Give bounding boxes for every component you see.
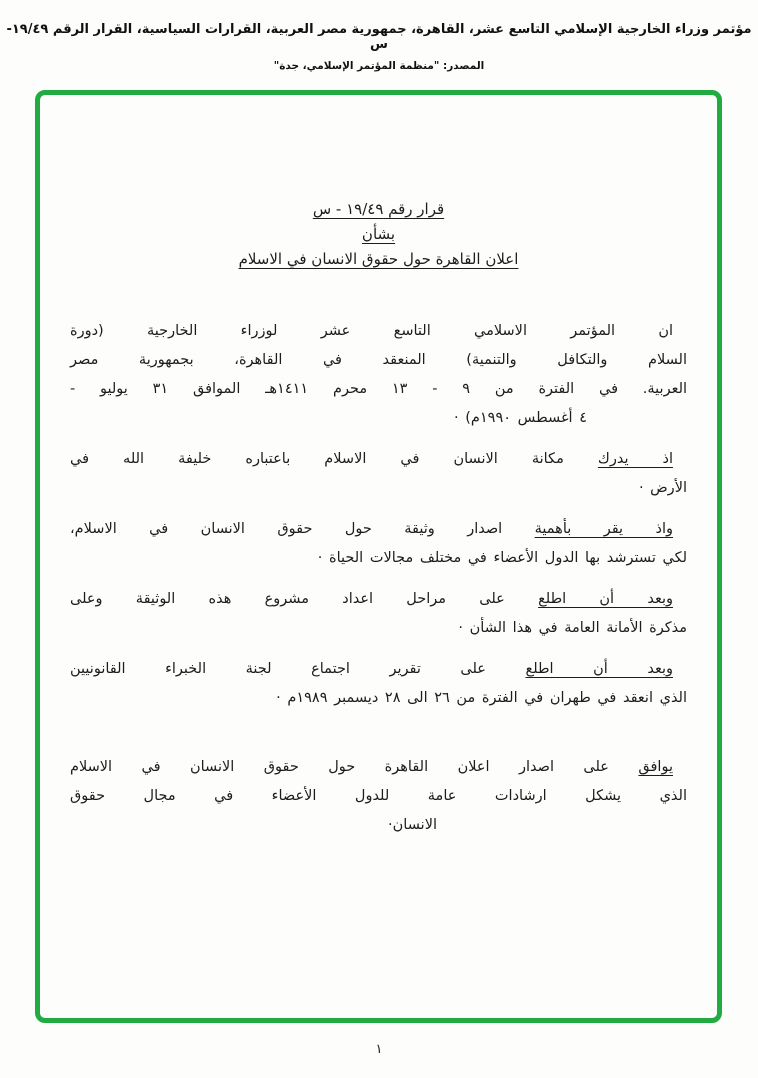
body-line	[70, 404, 587, 433]
body-line	[70, 375, 687, 404]
underlined-lead-in: اذ يدرك	[597, 451, 673, 467]
body-line	[70, 782, 687, 811]
line-text: الأرض ·	[638, 480, 687, 496]
line-text: الذي يشكل ارشادات عامة للدول الأعضاء في مجال حقوق	[70, 788, 687, 804]
body-line	[70, 544, 687, 573]
line-text: لكي تسترشد بها الدول الأعضاء في مختلف مجالات الحياة ·	[317, 550, 687, 566]
line-text: ٤ أغسطس ١٩٩٠م) ·	[454, 410, 587, 426]
green-border-frame	[35, 90, 722, 1023]
line-text: على مراحل اعداد مشروع هذه الوثيقة وعلى	[70, 591, 539, 607]
line-text: السلام والتكافل والتنمية) المنعقد في القاهرة، بجمهورية مصر	[70, 352, 687, 368]
title-line: بشأن	[361, 225, 396, 243]
line-text: العربية. في الفترة من ٩ - ١٣ محرم ١٤١١هـ الموافق ٣١ يوليو -	[70, 381, 688, 397]
header-source-line: المصدر: "منظمة المؤتمر الإسلامي، جدة"	[273, 60, 485, 72]
document-header	[0, 22, 758, 72]
resolution-body	[70, 317, 687, 840]
body-line	[70, 474, 687, 503]
body-line	[70, 317, 673, 346]
body-line	[70, 753, 673, 782]
line-text: مكانة الانسان في الاسلام باعتباره خليفة الله في	[70, 451, 598, 467]
body-line	[70, 684, 687, 713]
resolution-title	[70, 197, 687, 272]
line-text: ان المؤتمر الاسلامي التاسع عشر لوزراء الخارجية (دورة	[70, 323, 673, 339]
line-text: على تقرير اجتماع لجنة الخبراء القانونيين	[70, 661, 526, 677]
body-line	[70, 585, 673, 614]
line-text: مذكرة الأمانة العامة في هذا الشأن ·	[458, 620, 687, 636]
underlined-lead-in: وبعد أن اطلع	[538, 591, 673, 607]
header-citation-line: مؤتمر وزراء الخارجية الإسلامي التاسع عشر، القاهرة، جمهورية مصر العربية، القرارات السياسية، القرار الرقم ١٩/٤٩-س	[6, 22, 752, 52]
body-line	[70, 655, 673, 684]
underlined-lead-in: واذ يقر بأهمية	[534, 521, 673, 537]
underlined-lead-in: يوافق	[638, 759, 673, 775]
body-line	[70, 346, 687, 375]
line-text: الانسان·	[388, 817, 437, 833]
underlined-lead-in: وبعد أن اطلع	[525, 661, 673, 677]
line-text: اصدار وثيقة حول حقوق الانسان في الاسلام،	[70, 521, 535, 537]
body-line	[70, 445, 673, 474]
line-text: الذي انعقد في طهران في الفترة من ٢٦ الى ٢٨ ديسمبر ١٩٨٩م ·	[276, 690, 687, 706]
title-line: قرار رقم ١٩/٤٩ - س	[312, 200, 445, 218]
body-line	[70, 515, 673, 544]
line-text: على اصدار اعلان القاهرة حول حقوق الانسان في الاسلام	[70, 759, 639, 775]
body-line	[70, 811, 437, 840]
title-line: اعلان القاهرة حول حقوق الانسان في الاسلام	[238, 250, 519, 268]
body-line	[70, 614, 687, 643]
page-number: ١	[375, 1042, 383, 1057]
